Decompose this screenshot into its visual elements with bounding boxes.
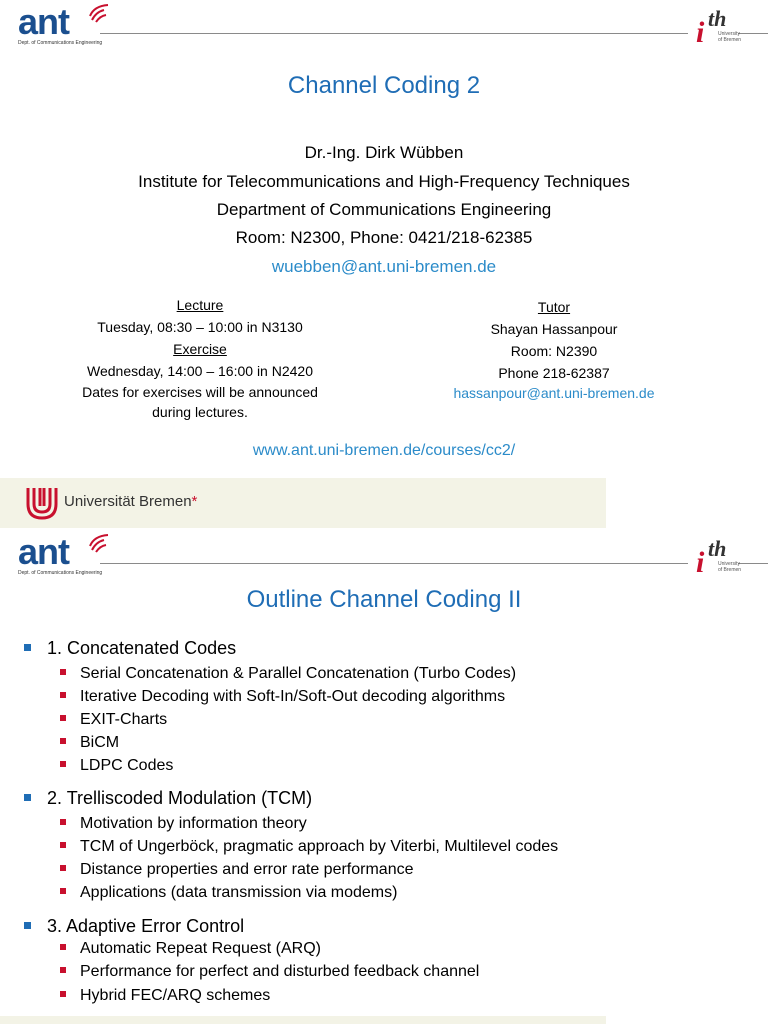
slide-title: Channel Coding 2 — [287, 72, 481, 99]
red-bullet-icon — [60, 842, 66, 848]
room-phone: Room: N2300, Phone: 0421/218-62385 — [235, 228, 533, 247]
red-bullet-icon — [60, 738, 66, 744]
footer-bar — [0, 1016, 606, 1024]
exercise-time: Wednesday, 14:00 – 16:00 in N2420 — [87, 363, 313, 379]
ith-logo-subtitle: University of Bremen — [718, 31, 742, 43]
outline-item: TCM of Ungerböck, pragmatic approach by Viterbi, Multilevel codes — [60, 838, 558, 856]
exercise-note-line-1: Dates for exercises will be announced — [82, 384, 318, 400]
tutor-heading: Tutor — [537, 299, 571, 315]
tutor-name: Shayan Hassanpour — [490, 321, 618, 337]
ant-logo-text: ant — [18, 1, 69, 42]
course-url-link[interactable]: www.ant.uni-bremen.de/courses/cc2/ — [252, 442, 516, 459]
red-bullet-icon — [60, 865, 66, 871]
lecturer-name: Dr.-Ing. Dirk Wübben — [304, 143, 464, 162]
header-divider — [100, 33, 688, 34]
slide-title: Outline Channel Coding II — [246, 586, 522, 613]
red-bullet-icon — [60, 669, 66, 675]
outline-item: Applications (data transmission via modems) — [60, 884, 397, 902]
exercise-note-line-2: during lectures. — [152, 404, 248, 420]
header-divider — [100, 563, 688, 564]
ith-logo — [696, 8, 744, 48]
tutor-phone: Phone 218-62387 — [498, 365, 610, 381]
lecture-heading: Lecture — [176, 297, 224, 313]
outline-section: 3. Adaptive Error Control — [24, 916, 244, 937]
outline-item: Automatic Repeat Request (ARQ) — [60, 940, 321, 958]
lecture-time: Tuesday, 08:30 – 10:00 in N3130 — [97, 319, 303, 335]
blue-bullet-icon — [24, 644, 31, 651]
ith-logo-i: i — [696, 546, 705, 579]
institute-name: Institute for Telecommunications and High-Frequency Techniques — [138, 172, 630, 191]
university-name: Universität Bremen* — [64, 493, 198, 510]
outline-item: BiCM — [60, 734, 119, 752]
lecturer-email-link[interactable]: wuebben@ant.uni-bremen.de — [271, 257, 497, 276]
exercise-heading: Exercise — [173, 341, 227, 357]
department-name: Department of Communications Engineering — [216, 200, 552, 219]
signal-waves-icon — [88, 534, 114, 554]
red-bullet-icon — [60, 888, 66, 894]
ith-logo-th: th — [708, 536, 727, 561]
tutor-column — [424, 296, 684, 402]
university-seal-icon — [26, 486, 58, 520]
blue-bullet-icon — [24, 794, 31, 801]
ant-logo — [18, 531, 108, 576]
outline-item: Hybrid FEC/ARQ schemes — [60, 987, 270, 1005]
red-bullet-icon — [60, 761, 66, 767]
ant-logo-subtitle: Dept. of Communications Engineering — [18, 570, 103, 576]
footer-bar — [0, 478, 606, 528]
ith-logo-i: i — [696, 16, 705, 49]
signal-waves-icon — [88, 4, 114, 24]
lecture-column — [60, 294, 340, 422]
red-bullet-icon — [60, 944, 66, 950]
outline-section: 2. Trelliscoded Modulation (TCM) — [24, 788, 312, 809]
slide-2 — [0, 530, 768, 1024]
tutor-email-link[interactable]: hassanpour@ant.uni-bremen.de — [453, 385, 655, 401]
ith-logo — [696, 538, 744, 578]
outline-item: EXIT-Charts — [60, 711, 167, 729]
outline-section: 1. Concatenated Codes — [24, 638, 236, 659]
outline-item: Serial Concatenation & Parallel Concatenation (Turbo Codes) — [60, 665, 516, 683]
outline-item: LDPC Codes — [60, 757, 173, 775]
ant-logo — [18, 1, 108, 46]
outline-item: Performance for perfect and disturbed feedback channel — [60, 963, 479, 981]
red-bullet-icon — [60, 991, 66, 997]
outline-item: Iterative Decoding with Soft-In/Soft-Out decoding algorithms — [60, 688, 505, 706]
blue-bullet-icon — [24, 922, 31, 929]
red-bullet-icon — [60, 692, 66, 698]
red-bullet-icon — [60, 715, 66, 721]
ith-logo-th: th — [708, 6, 727, 31]
outline-item: Distance properties and error rate performance — [60, 861, 414, 879]
tutor-room: Room: N2390 — [510, 343, 598, 359]
ant-logo-subtitle: Dept. of Communications Engineering — [18, 40, 103, 46]
ant-logo-text: ant — [18, 531, 69, 572]
red-bullet-icon — [60, 819, 66, 825]
outline-item: Motivation by information theory — [60, 815, 307, 833]
ith-logo-subtitle: University of Bremen — [718, 561, 742, 573]
red-bullet-icon — [60, 967, 66, 973]
